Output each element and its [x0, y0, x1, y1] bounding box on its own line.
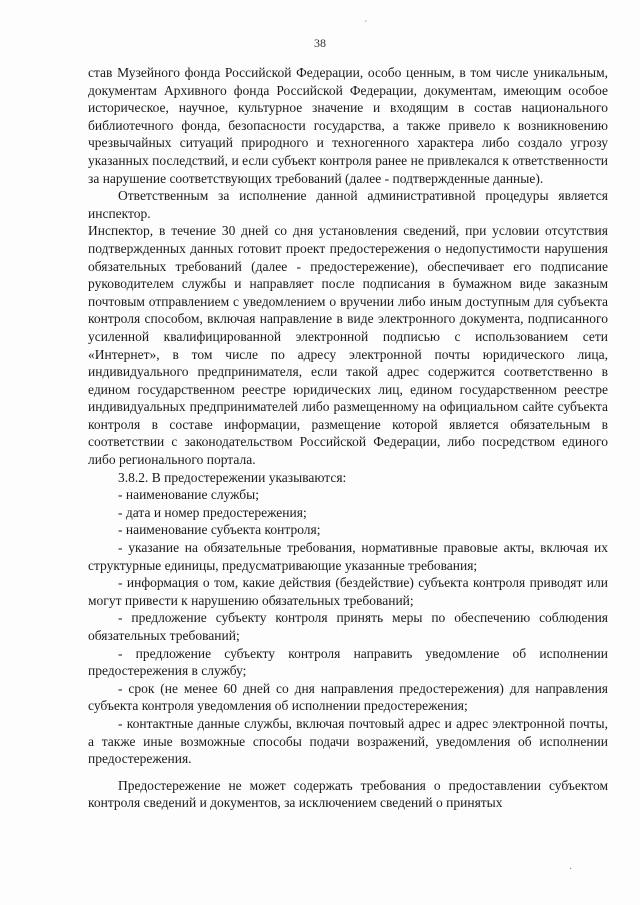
list-item: - контактные данные службы, включая почтовый адрес и адрес электронной почты, а также иные возможные способы подачи возражений, уведомления об исполнении предостережения. [88, 715, 608, 767]
list-item: - наименование субъекта контроля; [118, 522, 321, 538]
list-item: - срок (не менее 60 дней со дня направления предостережения) для направления субъекта контроля уведомления об исполнении предостережения; [88, 680, 608, 714]
scan-mark-bottom: · [569, 864, 573, 875]
paragraph-responsible: Ответственным за исполнение данной административной процедуры является инспектор. [88, 188, 608, 221]
list-item: - дата и номер предостережения; [118, 504, 307, 520]
document-body [88, 64, 608, 812]
list-item: - информация о том, какие действия (бездействие) субъекта контроля приводят или могут привести к нарушению обязательных требований; [88, 575, 608, 608]
paragraph-inspector: Инспектор, в течение 30 дней со дня установления сведений, при условии отсутствия подтвержденных данных готовит проект предостережения о недопустимости нарушения обязательных требований (далее - предостережение), обеспечивает его подписание руководителем службы и направляет после подписания в бумажном виде заказным почтовым отправлением с уведомлением о вручении либо иным доступным для субъекта контроля способом, включая направление в виде электронного документа, подписанного усиленной квалифицированной электронной подписью с использованием сети «Интернет», в том числе по адресу электронной почты юридического лица, индивидуального предпринимателя, если такой адрес содержится соответственно в едином государственном реестре юридических лиц, едином государственном реестре индивидуальных предпринимателей либо размещенному на официальном сайте субъекта контроля в составе информации, размещение которой является обязательным в соответствии с законодательством Российской Федерации, либо посредством единого либо регионального портала. [88, 223, 608, 468]
list-item: - указание на обязательные требования, нормативные правовые акты, включая их структурные единицы, предусматривающие указанные требования; [88, 540, 608, 573]
page-number: 38 [314, 36, 326, 50]
list-item: - наименование службы; [118, 487, 259, 503]
scan-mark-top: ˊ [364, 20, 368, 31]
list-item: - предложение субъекту контроля принять меры по обеспечению соблюдения обязательных требований; [88, 610, 608, 643]
section-heading-3-8-2: 3.8.2. В предостережении указываются: [118, 469, 347, 485]
list-item: - предложение субъекту контроля направить уведомление об исполнении предостережения в службу; [88, 645, 608, 679]
paragraph-continuation: став Музейного фонда Российской Федерации, особо ценным, в том числе уникальным, документам Архивного фонда Российской Федерации, документам, имеющим особое историческое, научное, культурное значение и входящим в состав национального библиотечного фонда, безопасности государства, а также привело к возникновению чрезвычайных ситуаций природного и техногенного характера либо создало угрозу указанных последствий, и если субъект контроля ранее не привлекался к ответственности за нарушение соответствующих требований (далее - подтвержденные данные). [88, 65, 608, 186]
warning-contents-list [88, 486, 608, 768]
paragraph-restriction: Предостережение не может содержать требования о предоставлении субъектом контроля сведений и документов, за исключением сведений о принятых [88, 777, 608, 811]
